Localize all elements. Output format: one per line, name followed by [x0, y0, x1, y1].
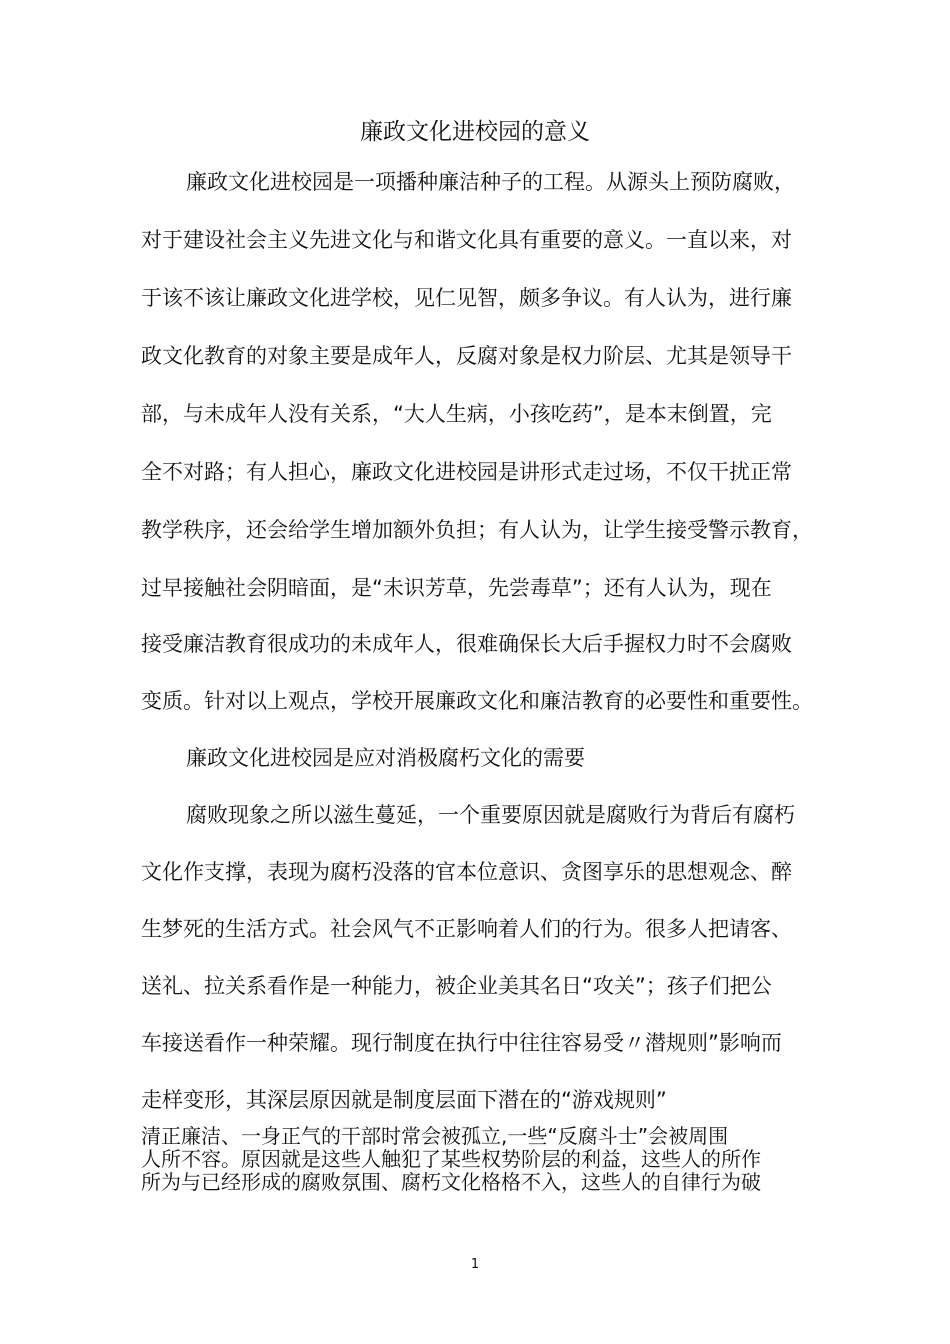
paragraph-line: 接受廉洁教育很成功的未成年人，很难确保长大后手握权力时不会腐败 — [141, 632, 792, 656]
paragraph-line: 车接送看作一种荣耀。现行制度在执行中往往容易受〃潜规则”影响而 — [141, 1031, 782, 1055]
section-subheading: 廉政文化进校园是应对消极腐朽文化的需要 — [186, 746, 585, 770]
paragraph-line: 教学秩序，还会给学生增加额外负担；有人认为，让学生接受警示教育， — [141, 518, 813, 542]
paragraph-line: 对于建设社会主义先进文化与和谐文化具有重要的意义。一直以来，对 — [141, 228, 792, 252]
paragraph-line: 过早接触社会阴暗面，是“未识芳草，先尝毒草”；还有人认为，现在 — [141, 576, 772, 600]
paragraph-line: 走样变形，其深层原因就是制度层面下潜在的“游戏规则” — [141, 1088, 667, 1112]
paragraph-line: 文化作支撑，表现为腐朽没落的官本位意识、贪图享乐的思想观念、醉 — [141, 860, 792, 884]
paragraph-line: 所为与已经形成的腐败氛围、腐朽文化格格不入，这些人的自律行为破 — [141, 1170, 761, 1194]
paragraph-line: 于该不该让廉政文化进学校，见仁见智，颇多争议。有人认为，进行廉 — [141, 286, 792, 310]
paragraph-line: 部，与未成年人没有关系，“大人生病，小孩吃药”，是本末倒置，完 — [141, 402, 772, 426]
paragraph-line: 变质。针对以上观点，学校开展廉政文化和廉洁教育的必要性和重要性。 — [141, 689, 813, 713]
paragraph-line: 政文化教育的对象主要是成年人，反腐对象是权力阶层、尤其是领导干 — [141, 344, 792, 368]
paragraph-line: 清正廉洁、一身正气的干部时常会被孤立,一些“反腐斗士”会被周围 — [141, 1124, 729, 1148]
document-title: 廉政文化进校园的意义 — [360, 119, 590, 145]
paragraph-line: 生梦死的生活方式。社会风气不正影响着人们的行为。很多人把请客、 — [141, 917, 792, 941]
paragraph-line: 廉政文化进校园是一项播种廉洁种子的工程。从源头上预防腐败， — [186, 170, 795, 194]
paragraph-line: 全不对路；有人担心，廉政文化进校园是讲形式走过场，不仅干扰正常 — [141, 460, 792, 484]
paragraph-line: 腐败现象之所以滋生蔓延，一个重要原因就是腐败行为背后有腐朽 — [186, 803, 795, 827]
page-number: 1 — [470, 1257, 480, 1272]
paragraph-line: 人所不容。原因就是这些人触犯了某些权势阶层的利益，这些人的所作 — [141, 1147, 761, 1171]
paragraph-line: 送礼、拉关系看作是一种能力，被企业美其名日“攻关”；孩子们把公 — [141, 974, 772, 998]
